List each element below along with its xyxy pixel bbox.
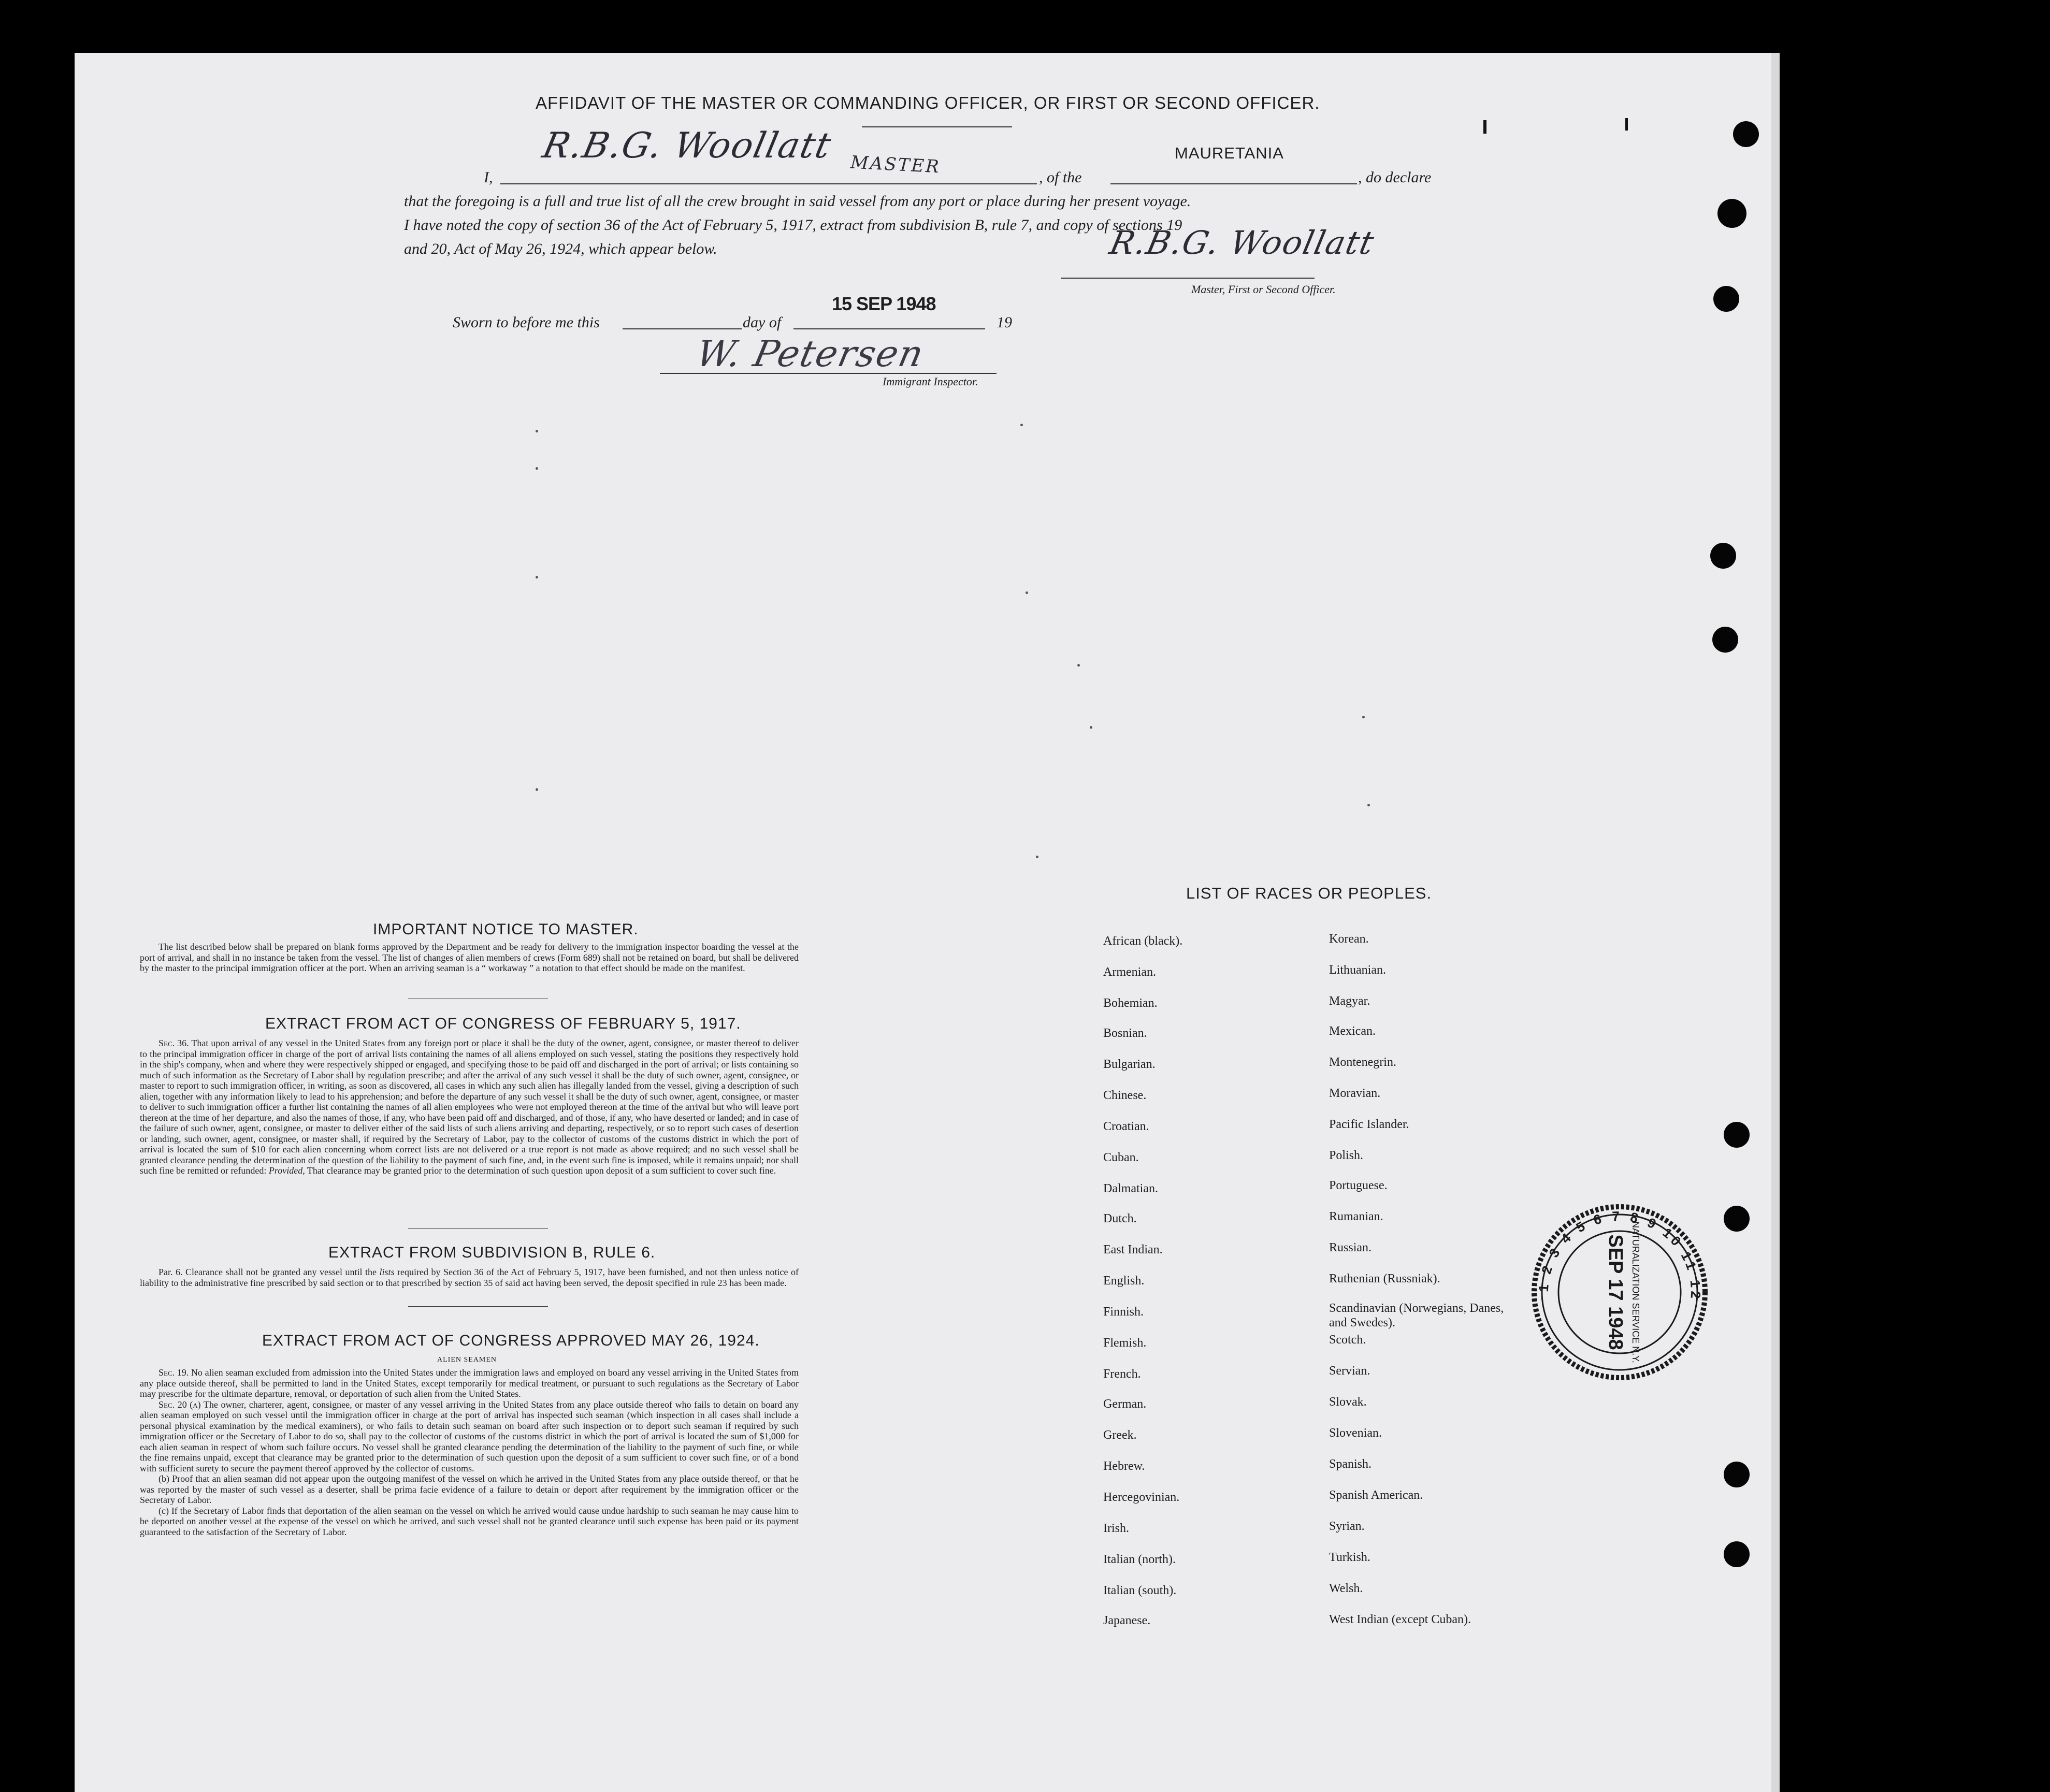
- extract-1924-title: EXTRACT FROM ACT OF CONGRESS APPROVED MAY 26, 1924.: [262, 1332, 760, 1349]
- race-right: Magyar.: [1329, 994, 1370, 1008]
- sworn-year: 19: [997, 314, 1012, 331]
- affidavit-line-3: I have noted the copy of section 36 of the Act of February 5, 1917, extract from subdivision B, rule 7, and copy of sections 19: [404, 216, 1182, 234]
- race-right: Lithuanian.: [1329, 963, 1386, 977]
- race-right: Russian.: [1329, 1241, 1372, 1254]
- race-left: Flemish.: [1103, 1336, 1147, 1350]
- sworn-prefix: Sworn to before me this: [453, 314, 600, 331]
- race-right: Rumanian.: [1329, 1210, 1383, 1223]
- race-left: Japanese.: [1103, 1614, 1151, 1627]
- punch-hole: [1713, 286, 1739, 312]
- punch-hole: [1733, 121, 1759, 147]
- race-left: Hebrew.: [1103, 1459, 1145, 1473]
- race-left: Chinese.: [1103, 1089, 1147, 1102]
- signature-rule: [1061, 278, 1315, 279]
- race-right: Slovak.: [1329, 1395, 1367, 1409]
- race-left: Cuban.: [1103, 1151, 1139, 1164]
- race-left: Finnish.: [1103, 1305, 1144, 1319]
- punch-hole: [1724, 1122, 1750, 1148]
- extract-1924-text: Sec. 19. No alien seaman excluded from admission into the United States under the immigration laws and employed on board any vessel arriving in the United States from any place outside thereof, shall be permitted to land in the United States, except temporarily for medical treatment, or pursuant to such regulations as the Secretary of Labor may prescribe for the ultimate departure, removal, or deportation of such alien from the United States. Sec. 20 (a) The owner, charterer, agent, consignee, or master of any vessel arriving in the United States from any place outside thereof who fails to detain on board any alien seaman employed on such vessel until the immigration officer in charge at the port of arrival has inspected such seaman (which inspection in all cases shall include a personal physical examination by the medical examiners), or who fails to detain such seaman on board after such inspection or to deport such seaman if required by such immigration officer or the Secretary of Labor to do so, shall pay to the collector of customs of the customs district in which the port of arrival is located the sum of $1,000 for each alien seaman in respect of whom such failure occurs. No vessel shall be granted clearance pending the determination of the liability to the payment of such fine, or while the fine remains unpaid, except that clearance may be granted prior to the determination of such question upon the deposit of a sum sufficient to cover such fine, or of a bond with sufficient surety to secure the payment thereof approved by the collector of customs. (b) Proof that an alien seaman did not appear upon the outgoing manifest of the vessel on which he arrived in the United States from any place outside thereof, or that he was reported by the master of such vessel as a deserter, shall be prima facie evidence of a failure to detain or deport after requirement by the immigration officer or the Secretary of Labor. (c) If the Secretary of Labor finds that deportation of the alien seaman on the vessel on which he arrived would cause undue hardship to such seaman he may cause him to be deported on another vessel at the expense of the vessel on which he arrived, and such vessel shall not be granted clearance until such expense has been paid or its payment guaranteed to the satisfaction of the Secretary of Labor.: [140, 1367, 799, 1537]
- notice-title: IMPORTANT NOTICE TO MASTER.: [373, 921, 639, 938]
- vessel-name: MAURETANIA: [1175, 144, 1284, 162]
- race-right: Ruthenian (Russniak).: [1329, 1272, 1440, 1285]
- race-left: East Indian.: [1103, 1243, 1163, 1256]
- race-right: Portuguese.: [1329, 1179, 1388, 1192]
- inspector-caption: Immigrant Inspector.: [883, 375, 978, 388]
- stamp-ring-numbers: 1 2 3 4 5 6 7 8 9 10 11 12: [1535, 1208, 1704, 1303]
- race-left: Bosnian.: [1103, 1027, 1147, 1040]
- affidavit-title: AFFIDAVIT OF THE MASTER OR COMMANDING OFFICER, OR FIRST OR SECOND OFFICER.: [536, 93, 1320, 112]
- stamp-date: SEP 17 1948: [1605, 1234, 1626, 1350]
- race-right: Montenegrin.: [1329, 1056, 1396, 1069]
- race-right: Moravian.: [1329, 1087, 1381, 1100]
- race-right: Servian.: [1329, 1364, 1370, 1378]
- extract-1917-text: Sec. 36. That upon arrival of any vessel in the United States from any foreign port or place it shall be the duty of the owner, agent, consignee, or master thereof to deliver to the principal immigration officer in charge of the port of arrival lists containing the names of all aliens employed on such vessel, stating the positions they respectively hold in the ship's company, when and where they were respectively shipped or engaged, and specifying those to be paid off and discharged in the port of arrival; or lists containing so much of such information as the Secretary of Labor shall by regulation prescribe; and after the arrival of any such vessel it shall be the duty of such owner, agent, consignee, or master to report to such immigration officer, in writing, as soon as discovered, all cases in which any such alien has illegally landed from the vessel, giving a description of such alien, together with any information likely to lead to his apprehension; and before the departure of any such vessel it shall be the duty of such owner, agent, consignee, or master to deliver to such immigration officer a further list containing the names of all alien employees who were not employed thereon at the time of the arrival but who will leave port thereon at the time of her departure, and also the names of those, if any, who have been paid off and discharged, and of those, if any, who have deserted or landed; and in case of the failure of such owner, agent, consignee, or master to deliver either of the said lists of such aliens arriving and departing, respectively, or so to report such cases of desertion or landing, such owner, agent, consignee, or master shall, if required by the Secretary of Labor, pay to the collector of customs of the customs district in which the port of arrival is located the sum of $10 for each alien concerning whom correct lists are not delivered or a true report is not made as above required; and no such vessel shall be granted clearance pending the determination of the question of the liability to the payment of such fine, and, in the event such fine is imposed, while it remains unpaid; nor shall such fine be remitted or refunded: Provided, That clearance may be granted prior to the determination of such question upon deposit of a sum sufficient to cover such fine.: [140, 1038, 799, 1176]
- race-right: Spanish.: [1329, 1457, 1372, 1471]
- race-left: Dalmatian.: [1103, 1182, 1158, 1195]
- naturalization-stamp: [1529, 1202, 1710, 1383]
- race-left: French.: [1103, 1367, 1141, 1381]
- document-page: [75, 53, 1771, 1792]
- extract-1917-title: EXTRACT FROM ACT OF CONGRESS OF FEBRUARY 5, 1917.: [265, 1015, 741, 1032]
- race-left: Bohemian.: [1103, 996, 1158, 1010]
- affidavit-line-4: and 20, Act of May 26, 1924, which appear below.: [404, 240, 717, 257]
- races-title: LIST OF RACES OR PEOPLES.: [1186, 884, 1432, 902]
- signer-caption: Master, First or Second Officer.: [1191, 283, 1336, 296]
- sworn-day-label: day of: [743, 314, 782, 331]
- notice-text: The list described below shall be prepared on blank forms approved by the Department and be ready for delivery to the immigration inspector boarding the vessel at the port of arrival, and shall in no instance be taken from the vessel. The list of changes of alien members of crews (Form 689) shall not be retained on board, but shall be delivered by the master to the principal immigration officer at the port. When an arriving seaman is a “ workaway ” a notation to that effect should be made on the manifest.: [140, 942, 799, 973]
- race-left: African (black).: [1103, 934, 1183, 948]
- race-right: Syrian.: [1329, 1520, 1365, 1533]
- page-edge-strip: [1771, 53, 1780, 1792]
- inspector-rule: [660, 373, 997, 374]
- race-left: Bulgarian.: [1103, 1058, 1156, 1071]
- race-left: Croatian.: [1103, 1120, 1149, 1133]
- race-left: Armenian.: [1103, 965, 1156, 979]
- affidavit-line-1: [484, 169, 493, 186]
- rank-handwritten: MASTER: [850, 152, 941, 178]
- race-right: Scotch.: [1329, 1333, 1366, 1347]
- race-right: West Indian (except Cuban).: [1329, 1613, 1471, 1626]
- punch-hole: [1724, 1462, 1750, 1487]
- inspector-signature: W. Petersen: [692, 333, 928, 375]
- race-right: Slovenian.: [1329, 1426, 1382, 1440]
- race-left: Hercegovinian.: [1103, 1491, 1180, 1504]
- sworn-date-stamp: 15 SEP 1948: [832, 293, 936, 314]
- race-left: Dutch.: [1103, 1212, 1137, 1225]
- extract-1924-subtitle: ALIEN SEAMEN: [437, 1356, 497, 1364]
- race-right: Turkish.: [1329, 1551, 1370, 1564]
- extract-b-title: EXTRACT FROM SUBDIVISION B, RULE 6.: [328, 1244, 656, 1261]
- punch-hole: [1712, 627, 1738, 653]
- do-declare-label: , do declare: [1358, 169, 1432, 186]
- extract-b-text: Par. 6. Clearance shall not be granted any vessel until the lists required by Section 36 of the Act of February 5, 1917, have been furnished, and not then unless notice of liability to the administrative fine prescribed by said section or to that prescribed by section 35 of said act having been served, the deposit specified in rule 23 has been made.: [140, 1267, 799, 1288]
- race-left: German.: [1103, 1397, 1147, 1411]
- i-label: I,: [484, 169, 493, 186]
- punch-hole: [1710, 543, 1736, 569]
- of-the-label: , of the: [1039, 169, 1082, 186]
- race-left: English.: [1103, 1274, 1145, 1288]
- race-left: Italian (south).: [1103, 1584, 1177, 1597]
- race-left: Greek.: [1103, 1428, 1137, 1442]
- sworn-month-blank: [793, 328, 985, 329]
- stamp-agency-text: NATURALIZATION SERVICE N.Y.: [1630, 1221, 1641, 1363]
- sworn-day-blank: [623, 328, 742, 329]
- race-right: Spanish American.: [1329, 1488, 1423, 1502]
- master-signature: R.B.G. Woollatt: [1106, 224, 1378, 262]
- race-right: Polish.: [1329, 1149, 1364, 1162]
- race-right: Korean.: [1329, 932, 1369, 946]
- race-left: Italian (north).: [1103, 1553, 1176, 1566]
- punch-hole: [1724, 1206, 1750, 1232]
- race-right: Pacific Islander.: [1329, 1118, 1409, 1131]
- master-name-handwritten: R.B.G. Woollatt: [539, 125, 835, 166]
- race-right: Mexican.: [1329, 1024, 1376, 1038]
- affidavit-line-2: that the foregoing is a full and true list of all the crew brought in said vessel from any port or place during her present voyage.: [404, 193, 1191, 210]
- punch-hole: [1717, 199, 1746, 228]
- race-right: Welsh.: [1329, 1582, 1363, 1595]
- race-left: Irish.: [1103, 1522, 1129, 1535]
- vessel-blank: [1110, 183, 1357, 184]
- title-rule: [862, 126, 1012, 127]
- race-right: Scandinavian (Norwegians, Danes, and Swedes).: [1329, 1302, 1504, 1329]
- name-blank: [500, 183, 1037, 184]
- punch-hole: [1724, 1541, 1750, 1567]
